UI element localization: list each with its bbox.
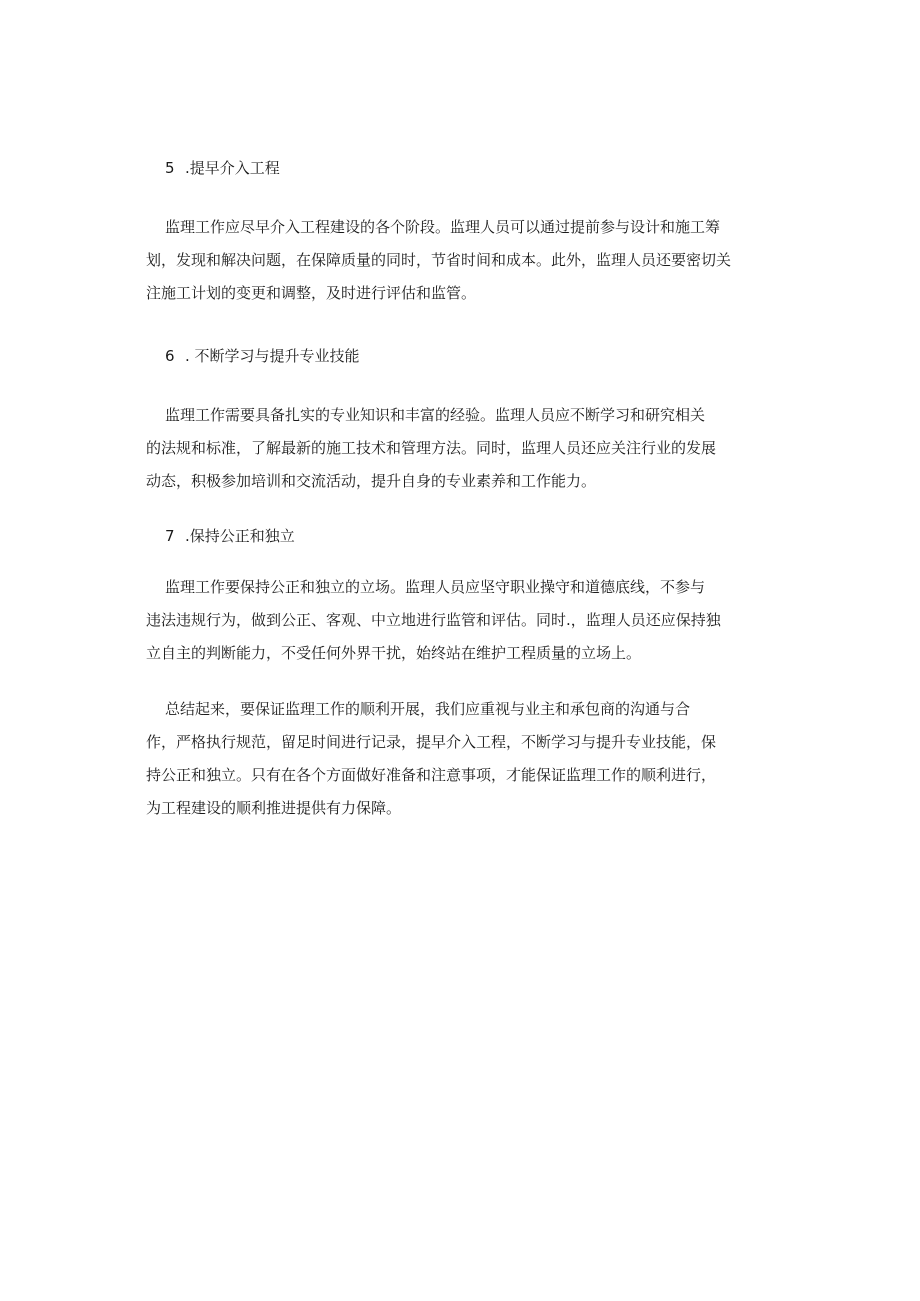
summary-paragraph [146,693,775,825]
section-number: 5 [165,159,175,177]
paragraph-line: 作，严格执行规范，留足时间进行记录，提早介入工程，不断学习与提升专业技能，保 [146,733,717,751]
paragraph-line: 立自主的判断能力，不受任何外界干扰，始终站在维护工程质量的立场上。 [146,644,642,662]
section-title: .保持公正和独立 [185,527,295,545]
paragraph-line: 划，发现和解决问题，在保障质量的同时，节省时间和成本。此外，监理人员还要密切关 [146,251,732,269]
section-6-heading [165,346,360,366]
section-5-heading [165,158,280,178]
paragraph-line: 违法违规行为，做到公正、客观、中立地进行监管和评估。同时.，监理人员还应保持独 [146,611,721,629]
paragraph-line: 持公正和独立。只有在各个方面做好准备和注意事项，才能保证监理工作的顺利进行， [146,766,717,784]
section-title: .提早介入工程 [185,159,280,177]
paragraph-line: 的法规和标准，了解最新的施工技术和管理方法。同时，监理人员还应关注行业的发展 [146,439,717,457]
paragraph-line: 监理工作需要具备扎实的专业知识和丰富的经验。监理人员应不断学习和研究相关 [165,406,706,424]
paragraph-line: 监理工作要保持公正和独立的立场。监理人员应坚守职业操守和道德底线，不参与 [165,578,706,596]
section-6-paragraph [146,399,775,498]
section-7-heading [165,526,295,546]
paragraph-line: 监理工作应尽早介入工程建设的各个阶段。监理人员可以通过提前参与设计和施工筹 [165,218,721,236]
paragraph-line: 动态，积极参加培训和交流活动，提升自身的专业素养和工作能力。 [146,472,597,490]
section-5-paragraph [146,211,775,310]
section-title: . 不断学习与提升专业技能 [185,347,360,365]
section-number: 6 [165,347,175,365]
section-number: 7 [165,527,175,545]
section-7-paragraph [146,571,775,670]
paragraph-line: 注施工计划的变更和调整，及时进行评估和监管。 [146,284,477,302]
paragraph-line: 总结起来，要保证监理工作的顺利开展，我们应重视与业主和承包商的沟通与合 [165,700,691,718]
paragraph-line: 为工程建设的顺利推进提供有力保障。 [146,799,402,817]
